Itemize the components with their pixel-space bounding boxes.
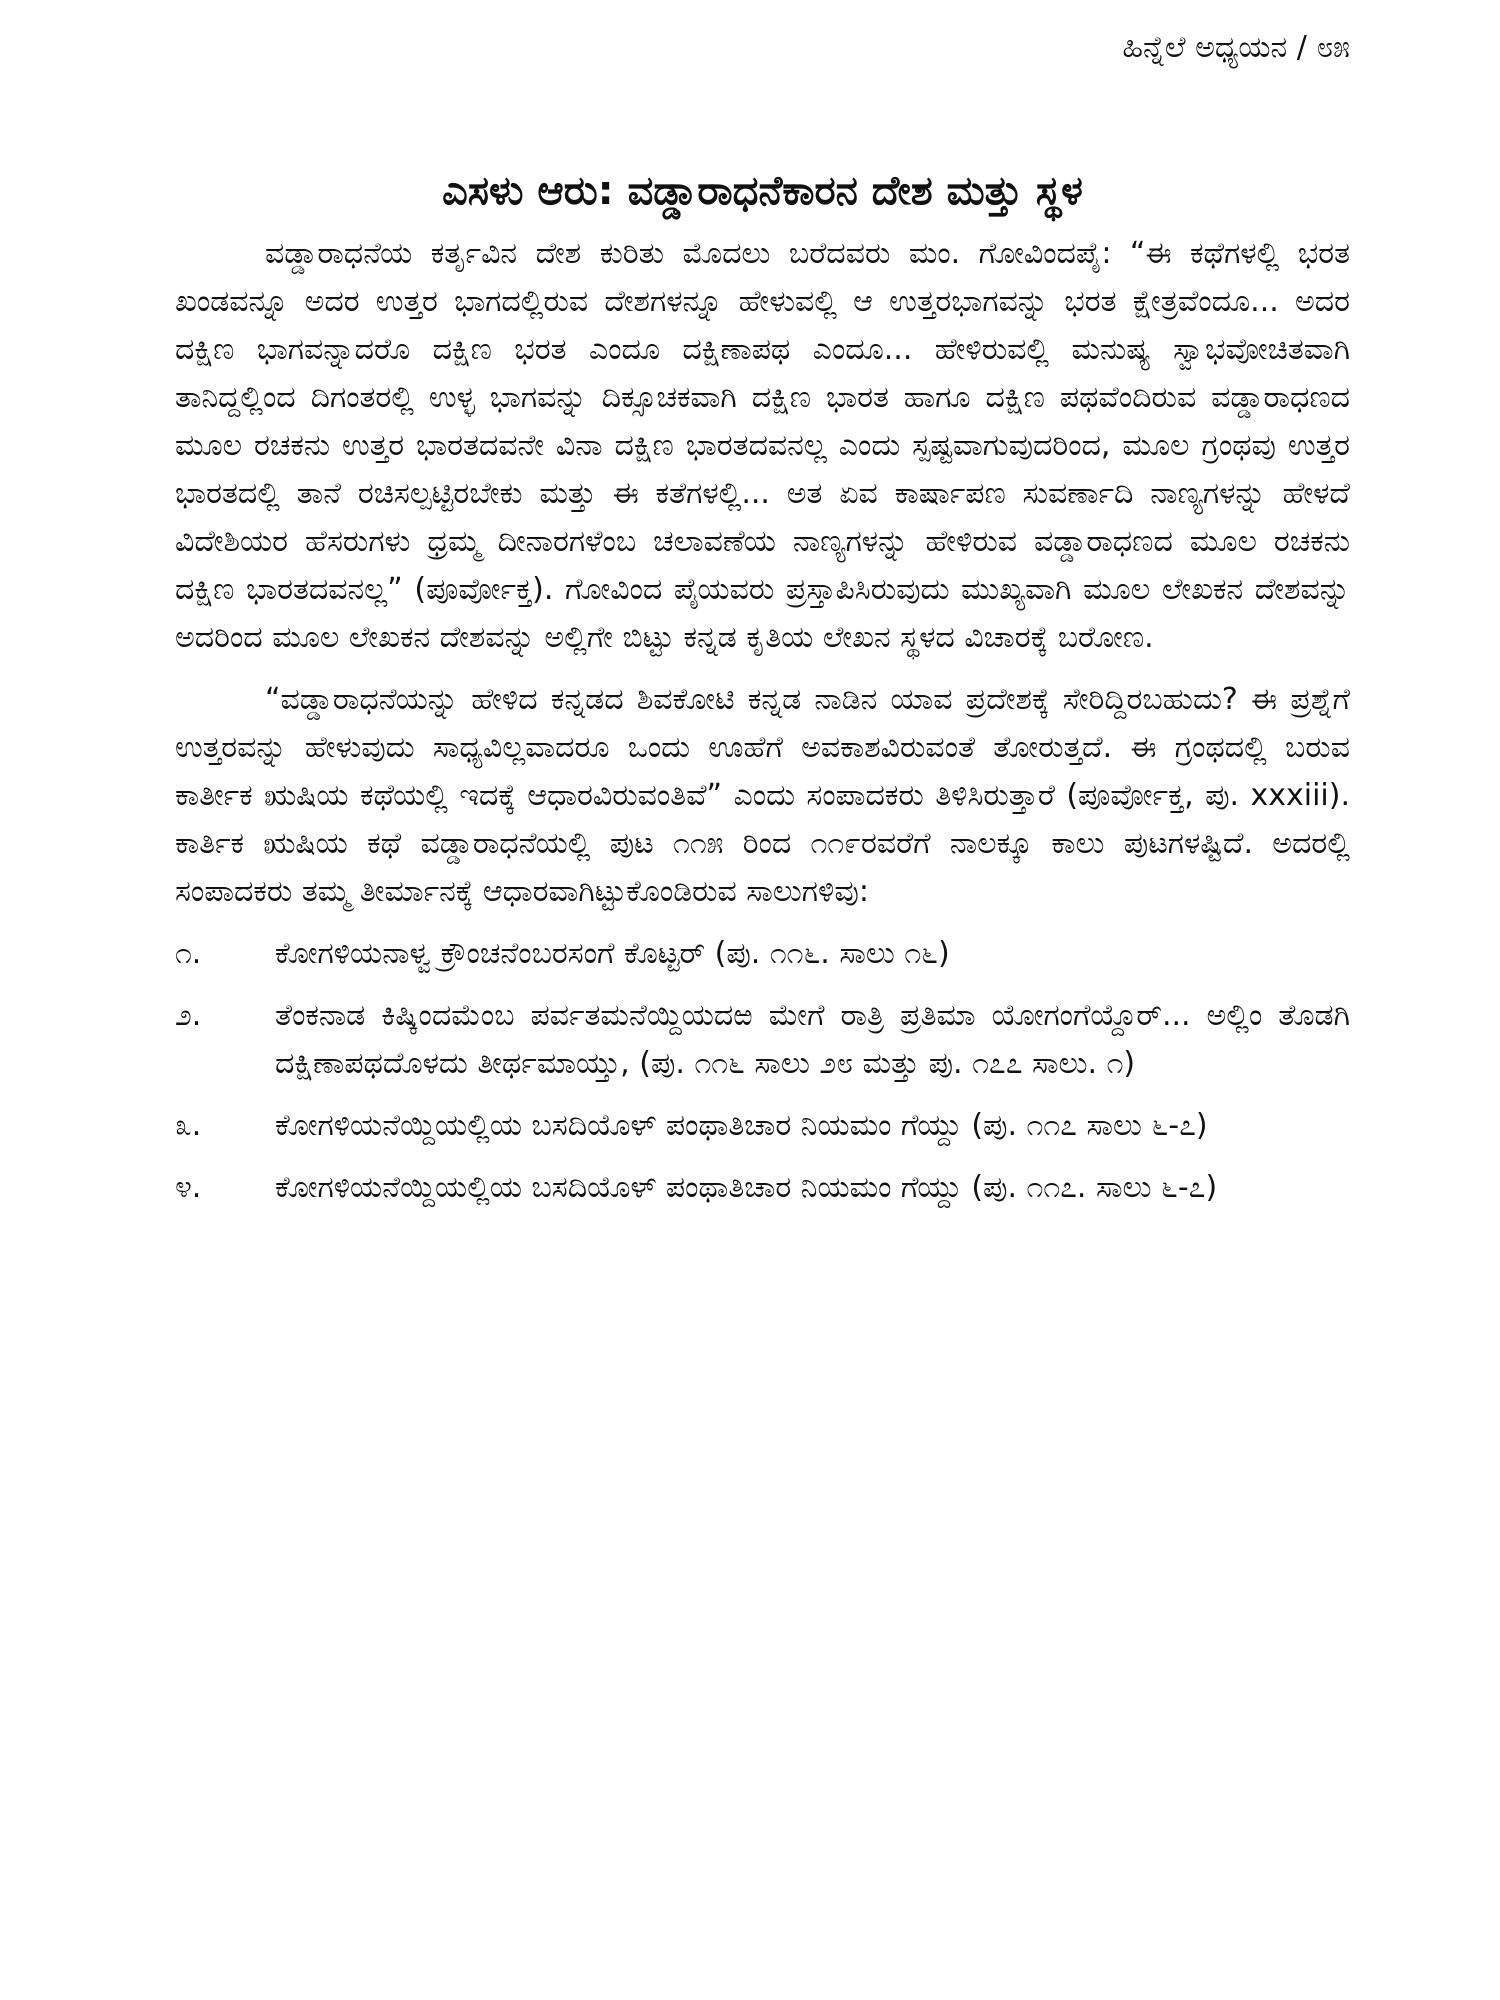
list-item (175, 1102, 1350, 1150)
list-item-text: ಕೋಗಳಿಯನಾಳ್ವ ಕ್ರೌಂಚನೆಂಬರಸಂಗೆ ಕೊಟ್ಟರ್ (ಪು. ೧೧೬. ಸಾಲು ೧೬) (275, 936, 950, 971)
list-item-number: ೧. (175, 936, 202, 971)
list-item-text: ತೆಂಕನಾಡ ಕಿಷ್ಕಿಂದಮೆಂಬ ಪರ್ವತಮನೆಯ್ದಿಯದಱ ಮೇಗೆ ರಾತ್ರಿ ಪ್ರತಿಮಾ ಯೋಗಂಗೆಯ್ದೊರ್... ಅಲ್ಲಿಂ ತೊಡಗಿ ದಕ್ಷಿಣಾಪಥದೊಳದು ತೀರ್ಥಮಾಯ್ತು, (ಪು. ೧೧೬ ಸಾಲು ೨೮ ಮತ್ತು ಪು. ೧೭೭ ಸಾಲು. ೧) (275, 998, 1350, 1081)
list-item (175, 930, 1350, 978)
list-item-number: ೪. (175, 1170, 202, 1205)
list-item-number: ೩. (175, 1108, 202, 1143)
body-text (175, 230, 1350, 1212)
chapter-title: ಎಸಳು ಆರು: ವಡ್ಡಾರಾಧನೆಕಾರನ ದೇಶ ಮತ್ತು ಸ್ಥಳ (442, 167, 1083, 214)
list-item (175, 1164, 1350, 1212)
list-item-text: ಕೋಗಳಿಯನೆಯ್ದಿಯಲ್ಲಿಯ ಬಸದಿಯೊಳ್ ಪಂಥಾತಿಚಾರ ನಿಯಮಂ ಗೆಯ್ದು (ಪು. ೧೧೭ ಸಾಲು ೬-೭) (275, 1108, 1208, 1143)
paragraph-1: ವಡ್ಡಾರಾಧನೆಯ ಕರ್ತೃವಿನ ದೇಶ ಕುರಿತು ಮೊದಲು ಬರೆದವರು ಮಂ. ಗೋವಿಂದಪೈ: “ಈ ಕಥೆಗಳಲ್ಲಿ ಭರತ ಖಂಡವನ್ನೂ ಅದರ ಉತ್ತರ ಭಾಗದಲ್ಲಿರುವ ದೇಶಗಳನ್ನೂ ಹೇಳುವಲ್ಲಿ ಆ ಉತ್ತರಭಾಗವನ್ನು ಭರತ ಕ್ಷೇತ್ರವೆಂದೂ... ಅದರ ದಕ್ಷಿಣ ಭಾಗವನ್ನಾದರೊ ದಕ್ಷಿಣ ಭರತ ಎಂದೂ ದಕ್ಷಿಣಾಪಥ ಎಂದೂ... ಹೇಳಿರುವಲ್ಲಿ ಮನುಷ್ಯ ಸ್ವಾಭವೋಚಿತವಾಗಿ ತಾನಿದ್ದಲ್ಲಿಂದ ದಿಗಂತರಲ್ಲಿ ಉಳ್ಳ ಭಾಗವನ್ನು ದಿಕ್ಸೂಚಕವಾಗಿ ದಕ್ಷಿಣ ಭಾರತ ಹಾಗೂ ದಕ್ಷಿಣ ಪಥವೆಂದಿರುವ ವಡ್ಡಾರಾಧಣದ ಮೂಲ ರಚಕನು ಉತ್ತರ ಭಾರತದವನೇ ವಿನಾ ದಕ್ಷಿಣ ಭಾರತದವನಲ್ಲ ಎಂದು ಸ್ಪಷ್ಟವಾಗುವುದರಿಂದ, ಮೂಲ ಗ್ರಂಥವು ಉತ್ತರ ಭಾರತದಲ್ಲಿ ತಾನೆ ರಚಿಸಲ್ಪಟ್ಟಿರಬೇಕು ಮತ್ತು ಈ ಕತೆಗಳಲ್ಲಿ... ಅತ ಏವ ಕಾರ್ಷಾಪಣ ಸುವರ್ಣಾದಿ ನಾಣ್ಯಗಳನ್ನು ಹೇಳದೆ ವಿದೇಶಿಯರ ಹೆಸರುಗಳು ಧ್ರಮ್ಮ ದೀನಾರಗಳೆಂಬ ಚಲಾವಣೆಯ ನಾಣ್ಯಗಳನ್ನು ಹೇಳಿರುವ ವಡ್ಡಾರಾಧಣದ ಮೂಲ ರಚಕನು ದಕ್ಷಿಣ ಭಾರತದವನಲ್ಲ” (ಪೂರ್ವೋಕ್ತ). ಗೋವಿಂದ ಪೈಯವರು ಪ್ರಸ್ತಾಪಿಸಿರುವುದು ಮುಖ್ಯವಾಗಿ ಮೂಲ ಲೇಖಕನ ದೇಶವನ್ನು ಅದರಿಂದ ಮೂಲ ಲೇಖಕನ ದೇಶವನ್ನು ಅಲ್ಲಿಗೇ ಬಿಟ್ಟು ಕನ್ನಡ ಕೃತಿಯ ಲೇಖನ ಸ್ಥಳದ ವಿಚಾರಕ್ಕೆ ಬರೋಣ. (175, 236, 1350, 655)
paragraph-2: “ವಡ್ಡಾರಾಧನೆಯನ್ನು ಹೇಳಿದ ಕನ್ನಡದ ಶಿವಕೋಟಿ ಕನ್ನಡ ನಾಡಿನ ಯಾವ ಪ್ರದೇಶಕ್ಕೆ ಸೇರಿದ್ದಿರಬಹುದು? ಈ ಪ್ರಶ್ನೆಗೆ ಉತ್ತರವನ್ನು ಹೇಳುವುದು ಸಾಧ್ಯವಿಲ್ಲವಾದರೂ ಒಂದು ಊಹೆಗೆ ಅವಕಾಶವಿರುವಂತೆ ತೋರುತ್ತದೆ. ಈ ಗ್ರಂಥದಲ್ಲಿ ಬರುವ ಕಾರ್ತೀಕ ಋಷಿಯ ಕಥೆಯಲ್ಲಿ ಇದಕ್ಕೆ ಆಧಾರವಿರುವಂತಿವೆ” ಎಂದು ಸಂಪಾದಕರು ತಿಳಿಸಿರುತ್ತಾರೆ (ಪೂರ್ವೋಕ್ತ, ಪು. xxxiii). ಕಾರ್ತಿಕ ಋಷಿಯ ಕಥೆ ವಡ್ಡಾರಾಧನೆಯಲ್ಲಿ ಪುಟ ೧೧೫ ರಿಂದ ೧೧೯ರವರೆಗೆ ನಾಲಕ್ಕೂ ಕಾಲು ಪುಟಗಳಷ್ಟಿದೆ. ಅದರಲ್ಲಿ ಸಂಪಾದಕರು ತಮ್ಮ ತೀರ್ಮಾನಕ್ಕೆ ಆಧಾರವಾಗಿಟ್ಟುಕೊಂಡಿರುವ ಸಾಲುಗಳಿವು: (175, 682, 1350, 909)
list-item (175, 992, 1350, 1088)
quoted-lines-list (175, 930, 1350, 1212)
running-header: ಹಿನ್ನೆಲೆ ಅಧ್ಯಯನ / ೮೫ (1122, 30, 1350, 65)
list-item-number: ೨. (175, 998, 202, 1033)
list-item-text: ಕೋಗಳಿಯನೆಯ್ದಿಯಲ್ಲಿಯ ಬಸದಿಯೊಳ್ ಪಂಥಾತಿಚಾರ ನಿಯಮಂ ಗೆಯ್ದು (ಪು. ೧೧೭. ಸಾಲು ೬-೭) (275, 1170, 1218, 1205)
